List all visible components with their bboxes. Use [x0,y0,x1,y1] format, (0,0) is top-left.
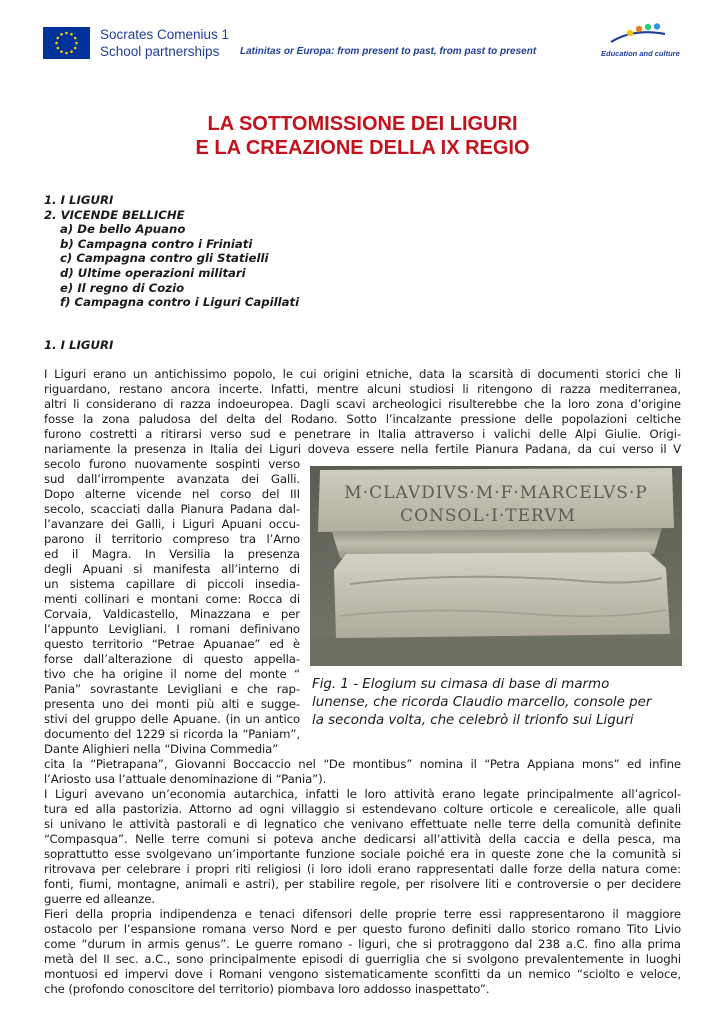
figure-caption [312,676,682,730]
toc-item: b) Campagna contro i Friniati [60,236,253,251]
text-line: l’avanzare dei Galli, i Liguri Apuani occu- [44,517,300,531]
toc-item: 1. I LIGURI [44,193,114,207]
text-line: ostacolo per l’espansione romana verso Nord e per questo furono definiti dallo storico romano Tito Livio [44,922,681,936]
inscription-line-1: M·CLAVDIVS·M·F·MARCELVS·P [344,483,648,503]
text-line: guerre ed alleanze. [44,892,155,906]
text-line: ed il Magra. In Versilia la presenza [44,547,300,561]
section-heading: 1. I LIGURI [44,338,114,352]
education-culture-label: Education and culture [601,49,680,58]
text-line: altri li considerano di razza indoeuropea. Dagli scavi archeologici risulterebbe che la loro zona d’origine [44,397,681,411]
program-line-2: School partnerships [100,44,220,59]
eu-flag-logo [43,27,90,59]
text-line: ritrovava per celebrare i propri riti religiosi (i loro idoli erano rappresentati dalle forze della natura come: [44,862,681,876]
inscription-line-2: CONSOL·I·TERVM [400,506,576,526]
page-header [0,0,725,80]
text-line: soprattutto esse svolgevano un’importante funzione sociale poiché era in queste zone che la comunità si [44,847,681,861]
figure-elogium-photo [310,466,682,666]
text-line: I Liguri erano un antichissimo popolo, le cui origini etniche, data la scarsità di documenti storici che li [44,367,681,381]
toc-item: d) Ultime operazioni militari [60,265,246,280]
text-line: tivo che ha origine il nome del monte “ [44,667,300,681]
text-line: montuosi ed impervi dove i Romani vengono sistematicamente sconfitti da un nemico “sciolto e veloce, [44,967,681,981]
text-line: che (profondo conoscitore del territorio) piombava loro addosso inaspettato”. [44,982,490,996]
text-line: nariamente la presenza in Italia dei Liguri doveva essere nella fertile Pianura Padana, da cui verso il V [44,442,681,456]
text-line: stivi del gruppo delle Apuane. (in un antico [44,712,300,726]
header-tagline: Latinitas or Europa: from present to past, from past to present [240,46,537,57]
toc-item: a) De bello Apuano [60,222,186,237]
program-line-1: Socrates Comenius 1 [100,27,230,42]
toc-item: f) Campagna contro i Liguri Capillati [60,295,300,310]
text-line: documento del 1229 si ricorda la “Paniam”, [44,727,300,741]
text-line: “Compasqua”. Nelle terre comuni si poteva anche dedicarsi all’attività della caccia e della pesca, ma [44,832,681,846]
text-line: I Liguri avevano un’economia autarchica, infatti le loro attività erano legate principalmente all’agricol- [44,787,681,801]
text-line: tura ed alla pastorizia. Attorno ad ogni villaggio si estendevano colture orticole e cerealicole, alle quali [44,802,681,816]
text-line: l’appunto Levigliani. I romani definivano [44,622,300,636]
text-line: secolo, scacciati dalla Pianura Padana dal- [44,502,300,516]
toc-item: e) Il regno di Cozio [60,280,185,295]
text-line: fosse la zona paludosa del delta del Rodano. Sotto l’incalzante pressione delle popolazioni celtiche [44,412,681,426]
text-line: questo territorio “Petrae Apuanae” ed è [44,637,300,651]
text-line: un sistema capillare di piccoli insedia- [44,577,300,591]
education-culture-logo [603,20,683,65]
text-line: Dopo alterne vicende nel corso del III [44,487,300,501]
toc-item: 2. VICENDE BELLICHE [44,207,185,222]
toc-item: c) Campagna contro gli Statielli [60,251,269,266]
text-line: Dante Alighieri nella “Divina Commedia” [44,742,279,756]
text-line: parono il territorio compreso tra l’Arno [44,532,300,546]
text-line: Pania” sovrastante Levigliani e che rap- [44,682,300,696]
text-line: Fieri della propria indipendenza e tenaci difensori delle proprie terre essi rappresentarono il maggiore [44,907,681,921]
document-title [0,112,725,160]
text-line: furono costretti a ritirarsi verso sud e penetrare in Italia attraverso i valichi delle Alpi Giulie. Origi- [44,427,681,441]
title-line-1: LA SOTTOMISSIONE DEI LIGURI [207,113,518,135]
program-name [100,26,229,60]
text-line: sud dall’irrompente avanzata dei Galli. [44,472,300,486]
table-of-contents [44,193,299,310]
text-line: secolo furono nuovamente sospinti verso [44,457,300,471]
caption-line: la seconda volta, che celebrò il trionfo sui Liguri [312,713,634,728]
text-line: menti collinari e montani come: Rocca di [44,592,300,606]
text-line: degli Apuani si manifesta all’interno di [44,562,300,576]
text-line: Corvaia, Valdicastello, Minazzana e per [44,607,300,621]
text-line: metà del II sec. a.C., sono principalmente episodi di guerriglia che si svolgono prevalentemente in luoghi [44,952,681,966]
text-line: si univano le attività pastorali e di legnatico che venivano effettuate nelle terre della comunità definite [44,817,681,831]
title-line-2: E LA CREAZIONE DELLA IX REGIO [195,137,530,159]
text-line: riguardano, restano ancora incerte. Infatti, mentre alcuni studiosi li ritengono di razza mediterranea, [44,382,681,396]
text-line: forse dall’alterazione di questo appella- [44,652,300,666]
text-line: come “durum in armis genus”. Le guerre romano - liguri, che si protraggono dal 238 a.C. fino alla prima [44,937,681,951]
text-line: cita la “Pietrapana”, Giovanni Boccaccio nel “De montibus” nomina il “Petra Appiana mons” ed infine [44,757,681,771]
text-line: fonti, fiumi, montagne, animali e astri), per stabilire regole, per risolvere liti e controversie o per decidere [44,877,681,891]
text-line: l’Ariosto usa l’attuale denominazione di “Pania”). [44,772,327,786]
text-line: presenta uno dei monti più alti e sugge- [44,697,300,711]
caption-line: lunense, che ricorda Claudio marcello, console per [312,695,652,710]
caption-line: Fig. 1 - Elogium su cimasa di base di marmo [312,677,610,692]
